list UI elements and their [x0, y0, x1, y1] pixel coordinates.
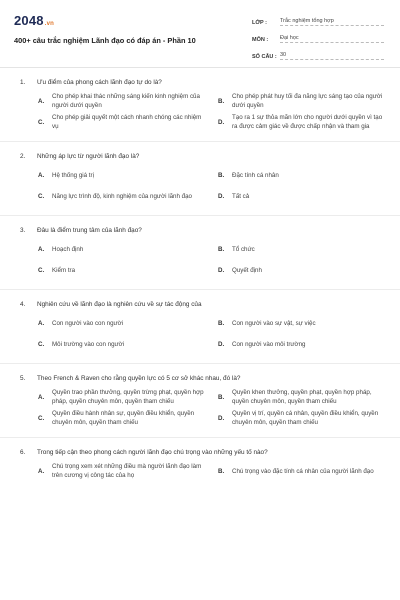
question-3 [0, 226, 400, 290]
question-number: 2. [20, 153, 26, 160]
option-c[interactable]: C. Năng lực trình độ, kinh nghiệm của người lãnh đạo [38, 192, 192, 200]
option-b[interactable]: B. Đặc tính cá nhân [218, 171, 279, 179]
question-list [0, 78, 400, 484]
header [0, 0, 400, 68]
question-number: 5. [20, 375, 26, 382]
option-b[interactable]: B. Tổ chức [218, 245, 255, 253]
meta-subject-row [252, 30, 384, 43]
meta-class-row [252, 13, 384, 26]
meta-value: 30 [280, 52, 384, 60]
meta-value: Đại học [280, 35, 384, 43]
meta-count-row [252, 47, 384, 60]
question-divider [0, 289, 400, 290]
question-6 [0, 448, 400, 484]
question-number: 3. [20, 227, 26, 234]
question-text: Theo French & Raven cho rằng quyền lực có 5 cơ sở khác nhau, đó là? [37, 375, 241, 382]
option-d[interactable]: D. Tất cả [218, 192, 250, 200]
question-2 [0, 152, 400, 216]
document-title: 400+ câu trắc nghiệm Lãnh đạo có đáp án - Phần 10 [14, 36, 196, 45]
option-c[interactable]: C. Kiểm tra [38, 266, 76, 274]
question-5 [0, 374, 400, 438]
option-b[interactable]: B. Chú trọng vào đặc tính cá nhân của người lãnh đạo [218, 467, 374, 475]
meta-box [252, 13, 384, 64]
question-4 [0, 300, 400, 364]
site-logo[interactable]: 2048.vn [14, 13, 55, 28]
question-number: 1. [20, 79, 26, 86]
meta-label: LỚP : [252, 20, 267, 26]
option-c[interactable]: C. Môi trường vào con người [38, 340, 125, 348]
meta-label: SỐ CÂU : [252, 54, 277, 60]
option-b[interactable]: B. Con người vào sự vật, sự việc [218, 319, 316, 327]
options [0, 389, 400, 431]
question-text: Ưu điểm của phong cách lãnh đạo tự do là? [37, 79, 162, 86]
option-a[interactable]: A. Chú trọng xem xét những điều mà người lãnh đạo làm trên cương vị công tác của họ [38, 463, 202, 479]
option-a[interactable]: A. Hoạch định [38, 245, 84, 253]
question-text: Trong tiếp cận theo phong cách người lãnh đạo chú trọng vào những yếu tố nào? [37, 449, 268, 456]
options [0, 93, 400, 135]
header-divider [0, 67, 400, 68]
question-text: Đâu là điểm trung tâm của lãnh đạo? [37, 227, 142, 234]
meta-label: MÔN : [252, 37, 269, 43]
option-c[interactable]: C. Cho phép giải quyết một cách nhanh chóng các nhiệm vụ [38, 114, 202, 130]
options [0, 315, 400, 357]
options [0, 167, 400, 209]
meta-value: Trắc nghiệm tổng hợp [280, 18, 384, 26]
option-a[interactable]: A. Quyền trao phần thưởng, quyền trừng phạt, quyền hợp pháp, quyền chuyên môn, quyền tham chiếu [38, 389, 204, 405]
question-text: Những áp lực từ người lãnh đạo là? [37, 153, 140, 160]
question-divider [0, 141, 400, 142]
question-divider [0, 363, 400, 364]
option-a[interactable]: A. Cho phép khai thác những sáng kiến kinh nghiệm của người dưới quyền [38, 93, 200, 109]
question-1 [0, 78, 400, 142]
question-text: Nghiên cứu về lãnh đạo là nghiên cứu về sự tác động của [37, 301, 202, 308]
option-a[interactable]: A. Hệ thống giá trị [38, 171, 94, 179]
options [0, 463, 400, 484]
option-b[interactable]: B. Quyền khen thưởng, quyền phạt, quyền hợp pháp, quyền chuyên môn, quyền tham chiếu [218, 389, 372, 405]
option-b[interactable]: B. Cho phép phát huy tối đa năng lực sáng tạo của người dưới quyền [218, 93, 383, 109]
option-c[interactable]: C. Quyền điều hành nhân sự, quyền điều khiển, quyền chuyên môn, quyền tham chiếu [38, 410, 195, 426]
question-divider [0, 215, 400, 216]
question-divider [0, 437, 400, 438]
question-number: 4. [20, 301, 26, 308]
option-d[interactable]: D. Tạo ra 1 sự thỏa mãn lớn cho người dưới quyền vì tạo ra được cảm giác về được chấp nhận và tham gia [218, 114, 383, 130]
option-d[interactable]: D. Quyền vị trí, quyền cá nhân, quyền điều khiển, quyền chuyên môn, quyền tham chiếu [218, 410, 379, 426]
option-a[interactable]: A. Con người vào con người [38, 319, 124, 327]
option-d[interactable]: D. Con người vào môi trường [218, 340, 306, 348]
question-number: 6. [20, 449, 26, 456]
options [0, 241, 400, 283]
option-d[interactable]: D. Quyết định [218, 266, 262, 274]
